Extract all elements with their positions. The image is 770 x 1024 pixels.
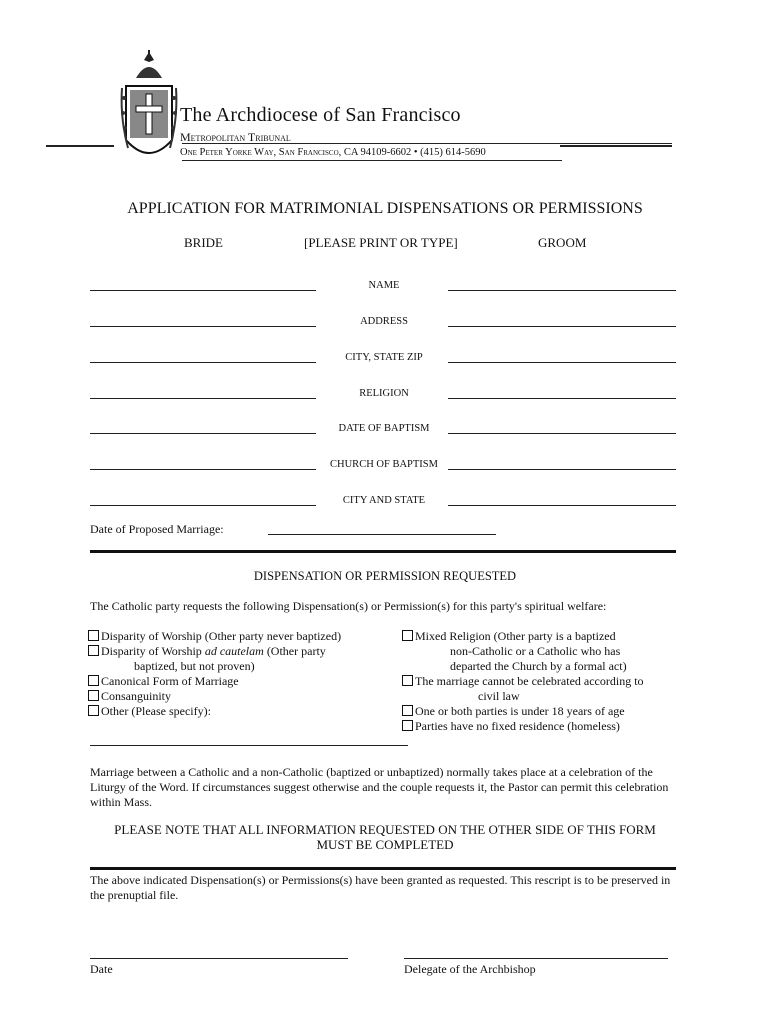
liturgy-paragraph: Marriage between a Catholic and a non-Catholic (baptized or unbaptized) normally takes place at a celebration of the Liturgy of the Word. If circumstances suggest otherwise and the couple requests it, the Pastor can permit this celebration within Mass.: [90, 765, 669, 809]
option-civil-law[interactable]: The marriage cannot be celebrated according to: [402, 674, 644, 689]
field-label-address: ADDRESS: [360, 316, 408, 327]
option-canonical-form[interactable]: Canonical Form of Marriage: [88, 674, 239, 689]
field-label-church-of-baptism: CHURCH OF BAPTISM: [330, 459, 438, 470]
dispensation-heading: DISPENSATION OR PERMISSION REQUESTED: [253, 569, 517, 583]
option-other[interactable]: Other (Please specify):: [88, 704, 211, 719]
checkbox-other[interactable]: [88, 705, 99, 716]
option-mixed-religion-cont2: departed the Church by a formal act): [450, 659, 627, 673]
proposed-marriage-label: Date of Proposed Marriage:: [90, 522, 224, 536]
option-civil-law-cont: civil law: [478, 689, 520, 703]
field-label-name: NAME: [368, 280, 400, 291]
field-label-city-state-zip: CITY, STATE ZIP: [345, 352, 423, 363]
org-address: One Peter Yorke Way, San Francisco, CA 94109-6602 • (415) 614-5690: [180, 147, 486, 158]
dispensation-intro: The Catholic party requests the following Dispensation(s) or Permission(s) for this party's spiritual welfare:: [90, 599, 607, 613]
checkbox-homeless[interactable]: [402, 720, 413, 731]
notice-line-1: PLEASE NOTE THAT ALL INFORMATION REQUESTED ON THE OTHER SIDE OF THIS FORM: [114, 822, 656, 837]
option-disparity-ad-cautelam-cont: baptized, but not proven): [134, 659, 255, 673]
rescript-text: The above indicated Dispensation(s) or Permissions(s) have been granted as requested. This rescript is to be preserved in the prenuptial file.: [90, 873, 671, 902]
print-instruction: [PLEASE PRINT OR TYPE]: [304, 235, 458, 250]
option-disparity-ad-cautelam[interactable]: Disparity of Worship ad cautelam (Other party: [88, 644, 326, 659]
checkbox-civil-law[interactable]: [402, 675, 413, 686]
option-homeless[interactable]: Parties have no fixed residence (homeless): [402, 719, 620, 734]
checkbox-mixed-religion[interactable]: [402, 630, 413, 641]
bride-column-label: BRIDE: [184, 235, 223, 250]
archdiocese-seal-icon: [118, 48, 180, 172]
checkbox-under-18[interactable]: [402, 705, 413, 716]
checkbox-disparity-of-worship[interactable]: [88, 630, 99, 641]
form-title: APPLICATION FOR MATRIMONIAL DISPENSATIONS OR PERMISSIONS: [127, 200, 643, 217]
delegate-label: Delegate of the Archbishop: [404, 962, 536, 976]
tribunal-name: Metropolitan Tribunal: [180, 130, 291, 144]
checkbox-canonical-form[interactable]: [88, 675, 99, 686]
notice-line-2: MUST BE COMPLETED: [316, 837, 454, 852]
field-label-date-of-baptism: DATE OF BAPTISM: [338, 423, 430, 434]
checkbox-disparity-ad-cautelam[interactable]: [88, 645, 99, 656]
option-mixed-religion[interactable]: Mixed Religion (Other party is a baptized: [402, 629, 616, 644]
field-label-city-and-state: CITY AND STATE: [342, 495, 426, 506]
option-disparity-of-worship[interactable]: Disparity of Worship (Other party never baptized): [88, 629, 341, 644]
option-consanguinity[interactable]: Consanguinity: [88, 689, 171, 704]
option-under-18[interactable]: One or both parties is under 18 years of age: [402, 704, 625, 719]
groom-column-label: GROOM: [538, 235, 587, 250]
option-mixed-religion-cont1: non-Catholic or a Catholic who has: [450, 644, 621, 658]
date-label: Date: [90, 962, 113, 976]
field-label-religion: RELIGION: [359, 388, 409, 399]
checkbox-consanguinity[interactable]: [88, 690, 99, 701]
org-name: The Archdiocese of San Francisco: [180, 104, 461, 126]
